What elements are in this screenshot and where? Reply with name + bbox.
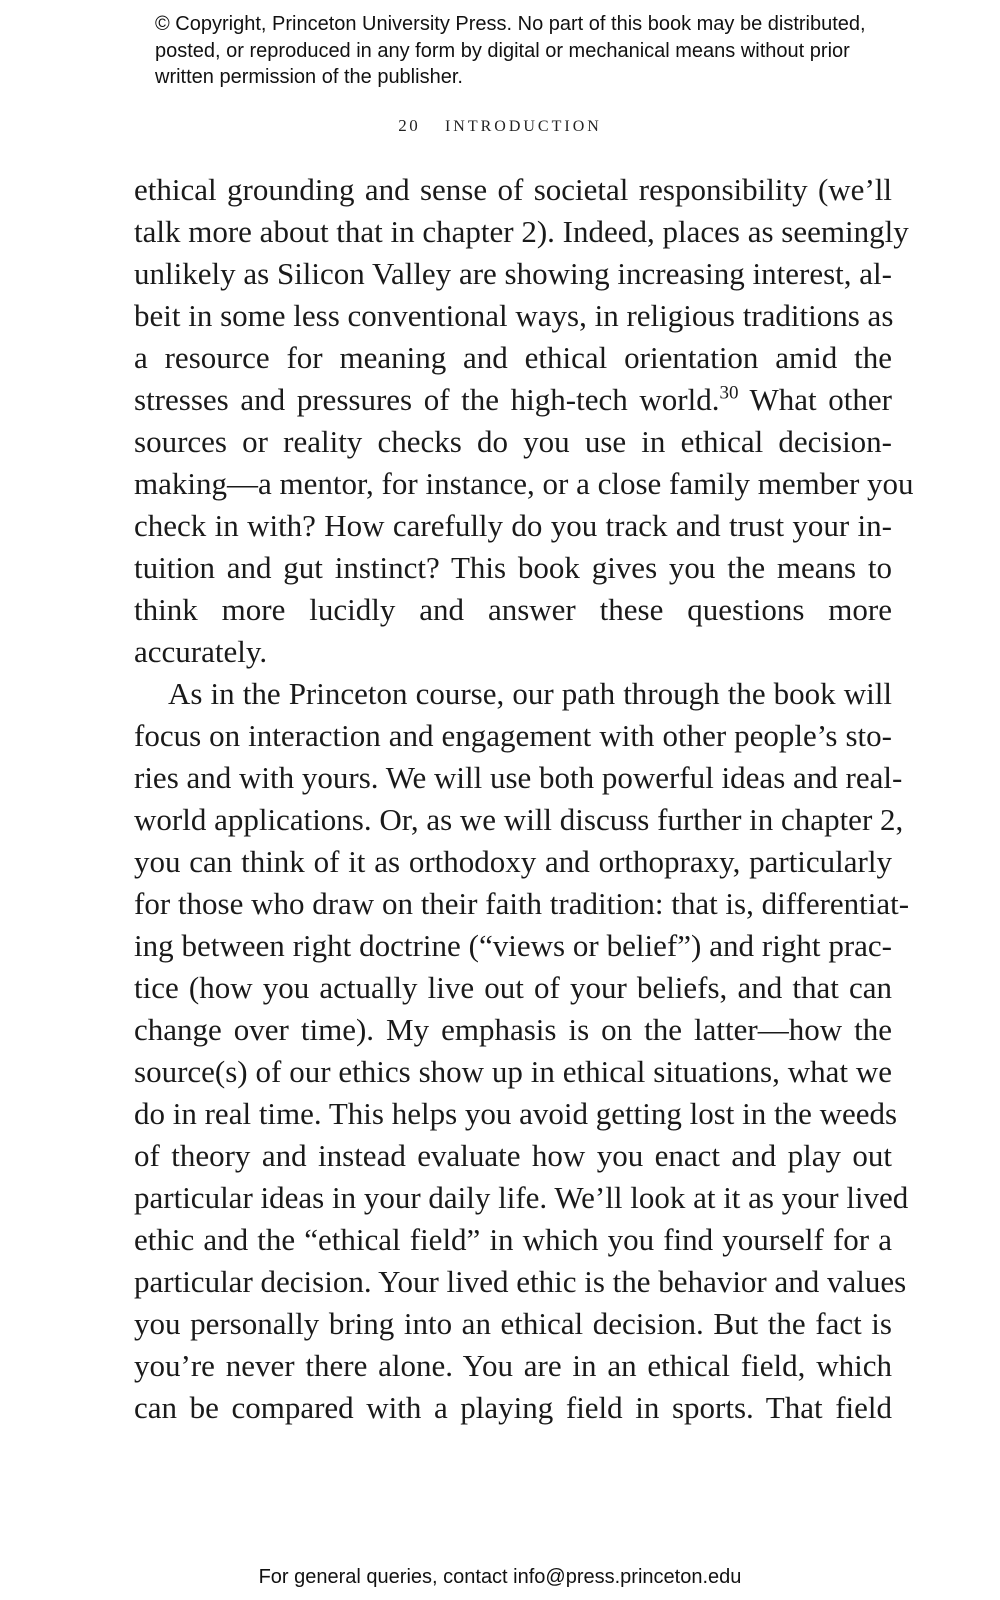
text-line: particular decision. Your lived ethic is the behavior and values <box>134 1264 907 1299</box>
text-line: you can think of it as orthodoxy and orthopraxy, particularly <box>134 844 892 879</box>
section-title: INTRODUCTION <box>444 118 602 135</box>
copyright-notice: © Copyright, Princeton University Press. No part of this book may be distributed, posted, or reproduced in any form by digital or mechanical means without prior written permission of the publisher. <box>155 13 866 88</box>
body-text <box>134 169 914 1429</box>
text-line: beit in some less conventional ways, in religious traditions as <box>134 298 894 333</box>
text-line: sources or reality checks do you use in ethical decision- <box>134 424 892 459</box>
page-number: 20 <box>398 116 421 135</box>
text-line: can be compared with a playing field in sports. That field <box>134 1390 892 1425</box>
text-line: tuition and gut instinct? This book gives you the means to <box>134 550 892 585</box>
text-line: particular ideas in your daily life. We’ll look at it as your lived <box>134 1180 909 1215</box>
text-line: ethical grounding and sense of societal responsibility (we’ll <box>134 172 892 207</box>
footnote-reference: 30 <box>719 382 739 404</box>
line-text-tail: What other <box>738 382 892 417</box>
text-line: talk more about that in chapter 2). Indeed, places as seemingly <box>134 214 909 249</box>
text-line: ries and with yours. We will use both powerful ideas and real- <box>134 760 903 795</box>
text-line: of theory and instead evaluate how you enact and play out <box>134 1138 892 1173</box>
paragraph-1 <box>134 169 914 673</box>
text-line: making—a mentor, for instance, or a close family member you <box>134 466 914 501</box>
line-text: stresses and pressures of the high-tech world. <box>134 382 720 417</box>
footer-contact: For general queries, contact info@press.princeton.edu <box>258 1566 742 1588</box>
text-line: focus on interaction and engagement with other people’s sto- <box>134 718 892 753</box>
text-line-with-footnote <box>134 379 892 421</box>
text-line: check in with? How carefully do you track and trust your in- <box>134 508 892 543</box>
text-line: you’re never there alone. You are in an ethical field, which <box>134 1348 892 1383</box>
text-line: do in real time. This helps you avoid getting lost in the weeds <box>134 1096 898 1131</box>
text-line: unlikely as Silicon Valley are showing increasing interest, al- <box>134 256 892 291</box>
text-line: ing between right doctrine (“views or belief”) and right prac- <box>134 928 892 963</box>
text-line: source(s) of our ethics show up in ethical situations, what we <box>134 1054 892 1089</box>
text-line: As in the Princeton course, our path through the book will <box>168 676 892 711</box>
text-line: change over time). My emphasis is on the latter—how the <box>134 1012 892 1047</box>
text-line: you personally bring into an ethical decision. But the fact is <box>134 1306 892 1341</box>
text-line: world applications. Or, as we will discuss further in chapter 2, <box>134 802 904 837</box>
text-line: ethic and the “ethical field” in which you find yourself for a <box>134 1222 892 1257</box>
text-line: accurately. <box>134 634 268 669</box>
text-line: tice (how you actually live out of your beliefs, and that can <box>134 970 892 1005</box>
text-line: for those who draw on their faith tradition: that is, differentiat- <box>134 886 910 921</box>
running-head <box>0 116 1000 136</box>
text-line: a resource for meaning and ethical orientation amid the <box>134 340 892 375</box>
paragraph-2 <box>134 673 910 1429</box>
text-line: think more lucidly and answer these questions more <box>134 592 892 627</box>
